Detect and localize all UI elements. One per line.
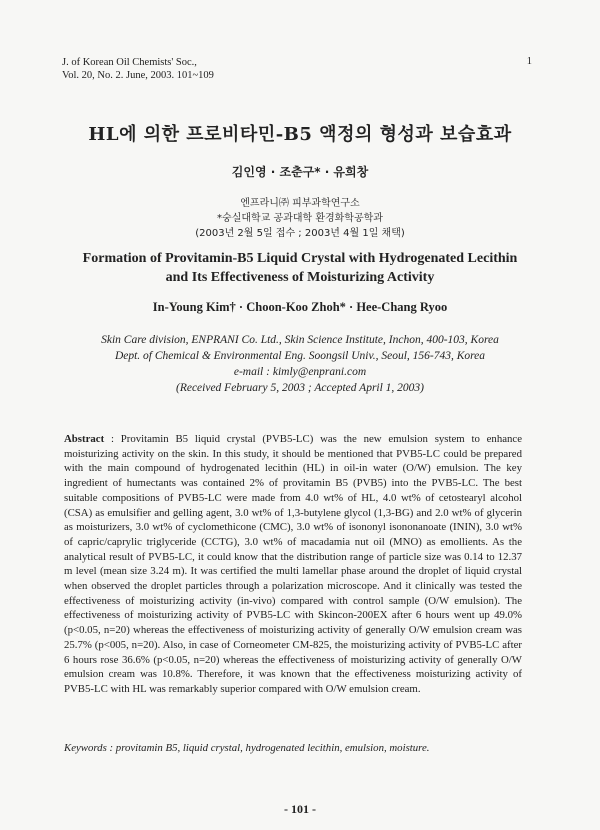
english-affiliation-1: Skin Care division, ENPRANI Co. Ltd., Skin Science Institute, Inchon, 400-103, Korea xyxy=(101,334,499,346)
korean-affiliation-2: *숭실대학교 공과대학 환경화학공학과 xyxy=(217,213,383,224)
english-title xyxy=(40,249,560,287)
keywords-text: provitamin B5, liquid crystal, hydrogenated lecithin, emulsion, moisture. xyxy=(115,742,430,754)
english-affiliations xyxy=(0,332,600,396)
abstract-label: Abstract xyxy=(64,433,105,445)
page-footer-number: - 101 - xyxy=(284,802,316,816)
keywords xyxy=(64,742,534,754)
keywords-separator: : xyxy=(109,742,116,754)
korean-title: HL에 의한 프로비타민-B5 액정의 형성과 보습효과 xyxy=(88,124,512,145)
journal-name: J. of Korean Oil Chemists' Soc., xyxy=(62,57,197,68)
english-title-line-1: Formation of Provitamin-B5 Liquid Crystal with Hydrogenated Lecithin xyxy=(82,251,518,266)
journal-citation xyxy=(62,56,214,82)
abstract-separator: : xyxy=(110,433,121,445)
korean-authors: 김인영 · 조춘구* · 유희창 xyxy=(231,165,369,179)
korean-affiliation-1: 엔프라니㈜ 피부과학연구소 xyxy=(240,198,360,209)
received-accepted-dates: (Received February 5, 2003 ; Accepted April 1, 2003) xyxy=(175,382,425,394)
journal-volume: Vol. 20, No. 2. June, 2003. 101~109 xyxy=(62,70,214,81)
english-authors: In-Young Kim† · Choon-Koo Zhoh* · Hee-Chang Ryoo xyxy=(152,300,448,314)
english-title-line-2: and Its Effectiveness of Moisturizing Activity xyxy=(165,270,435,285)
korean-received-date: (2003년 2월 5일 접수 ; 2003년 4월 1일 채택) xyxy=(195,228,405,239)
abstract xyxy=(64,432,522,697)
keywords-label: Keywords xyxy=(64,742,107,754)
korean-affiliations xyxy=(0,196,600,241)
abstract-text: Provitamin B5 liquid crystal (PVB5-LC) was the new emulsion system to enhance moisturizing activity on the skin. In this study, it should be mentioned that PVB5-LC could be prepared with the main compound of hydrogenated lecithin (HL) in oil-in water (O/W) emulsion. The key ingredient of humectants was contained 2% of provitamin B5 (PVB5) into the PVB5-LC. The best suitable compositions of PVB5-LC were made from 4.0 wt% of HL, 4.0 wt% of cetostearyl alcohol (CSA) as emulsifier and gelling agent, 3.0 wt% of 1,3-butylene glycol (1,3-BG) and 2.0 wt% of glycerin as moisturizers, 3.0 wt% of cyclomethicone (CMC), 3.0 wt% of isononyl isononanoate (ININ), 3.0 wt% of capric/caprylic triglyceride (CCTG), 3.0 wt% of macadamia nut oil (MNO) as emollients. As the analytical result of PVB5-LC, it could know that the distribution range of particle size was 0.14 to 12.37 m level (mean size 3.24 m). It was certified the multi lamellar phase around the droplet of liquid crystal when observed the droplet particles through a polarization microscope. And it clinically was tested the effectiveness of moisturizing activity (in-vivo) compared with control sample (O/W emulsion). The effectiveness of moisturizing activity of PVB5-LC with Skincon-200EX after 6 hours went up 49.0% (p<0.05, n=20) whereas the effectiveness of moisturizing activity of generally O/W emulsion cream was 25.7% (p<005, n=20). Also, in case of Corneometer CM-825, the moisturizing activity of PVB5-LC after 6 hours rose 36.6% (p<0.05, n=20) whereas the effectiveness of moisturizing activity of generally O/W emulsion cream was 10.8%. Therefore, it was known that the effectiveness moisturizing activity of PVB5-LC with HL was remarkably superior compared with O/W emulsion cream. xyxy=(64,433,522,695)
author-email: e-mail : kimly@enprani.com xyxy=(233,366,367,378)
english-affiliation-2: Dept. of Chemical & Environmental Eng. Soongsil Univ., Seoul, 156-743, Korea xyxy=(114,350,486,362)
page-corner-number: 1 xyxy=(526,56,532,67)
